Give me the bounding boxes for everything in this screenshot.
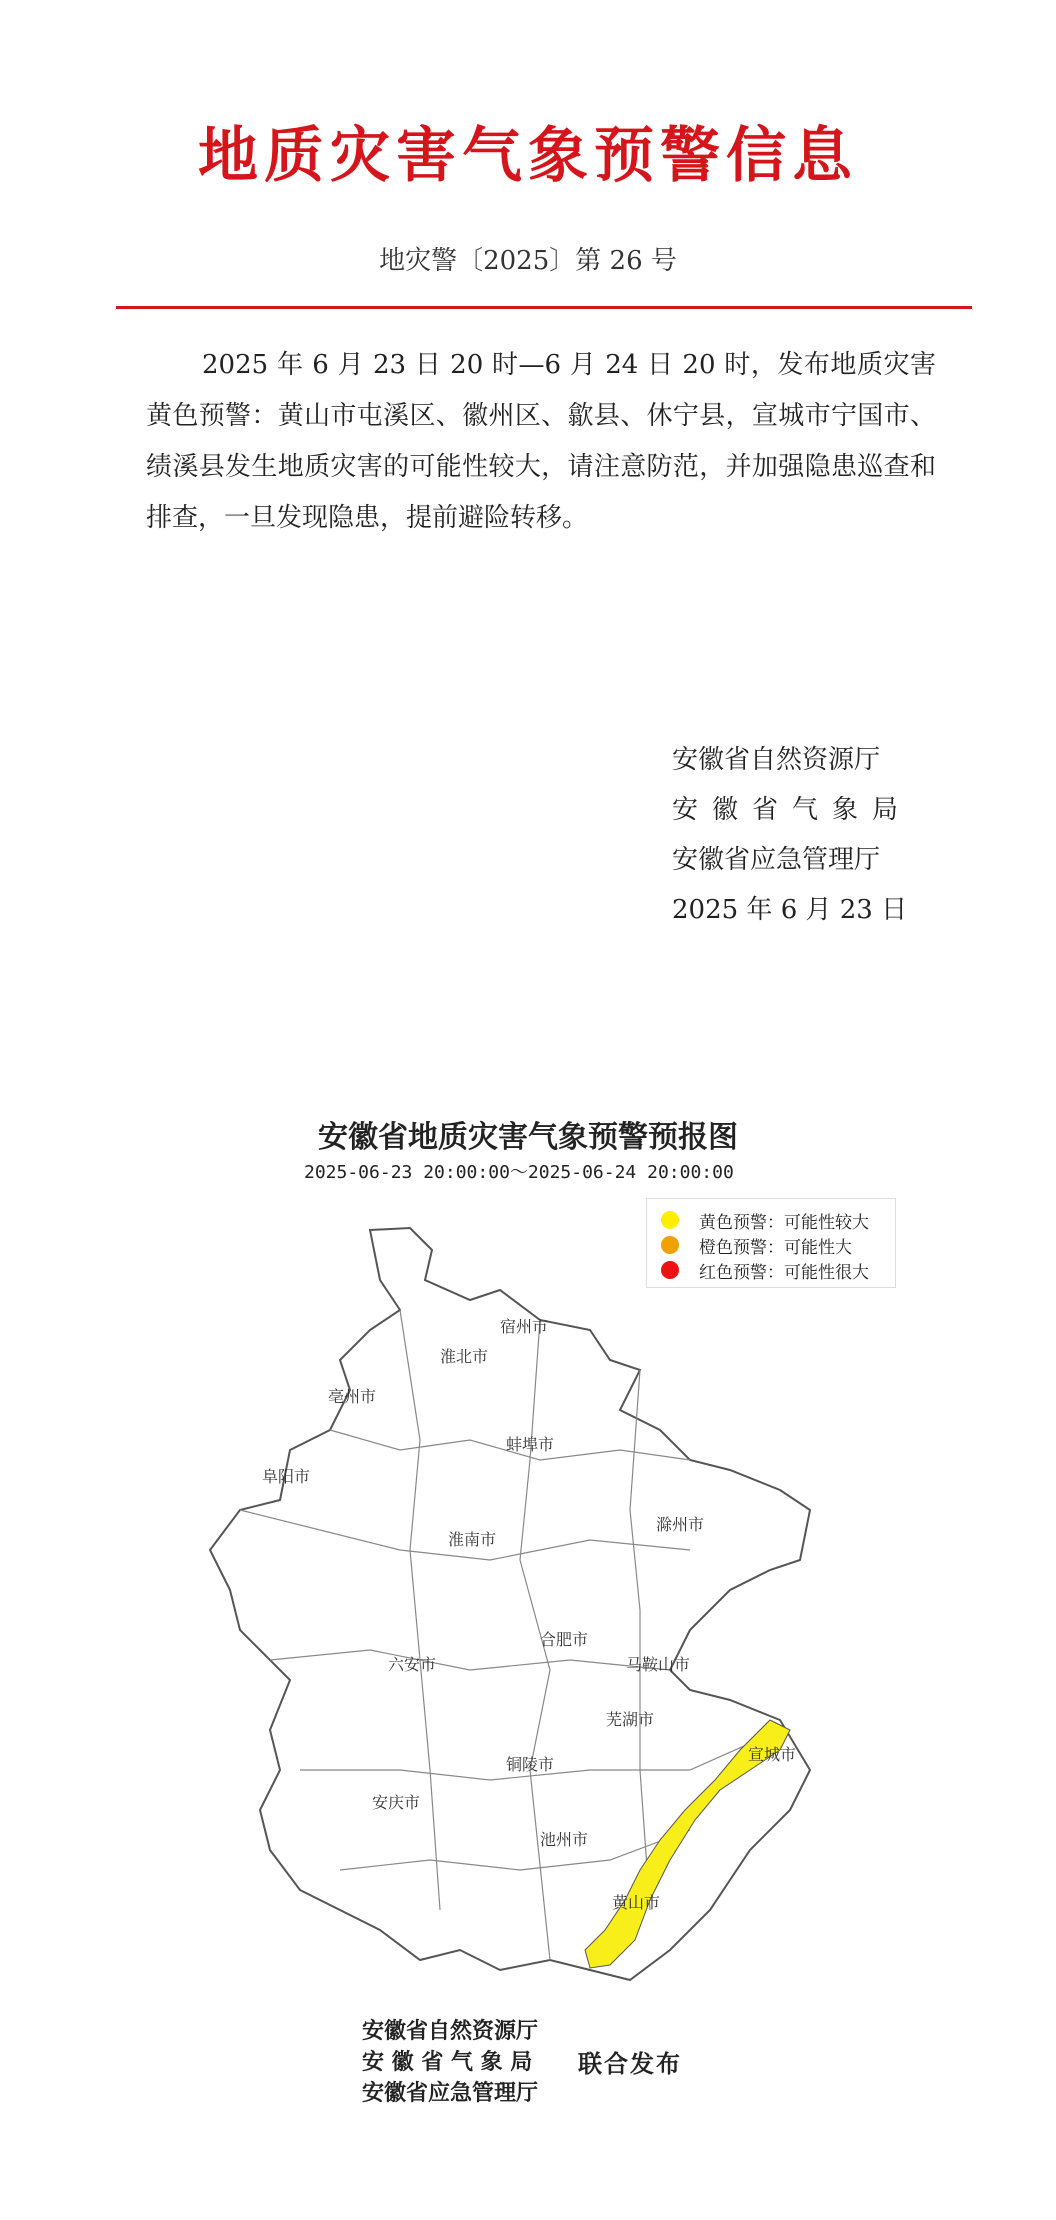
footer-joint-release: 联合发布 [578,2050,682,2078]
document-number: 地灾警〔2025〕第 26 号 [379,246,677,276]
city-label-huaibei: 淮北市 [440,1347,489,1366]
footer-orgs [362,2016,538,2109]
city-label-luan: 六安市 [388,1655,437,1674]
city-label-maanshan: 马鞍山市 [626,1655,691,1674]
city-label-hefei: 合肥市 [540,1630,589,1649]
city-label-huangshan: 黄山市 [612,1893,661,1912]
city-label-huainan: 淮南市 [448,1530,497,1549]
footer-org-weather: 安 徽 省 气 象 局 [362,2050,533,2075]
signature-block [672,735,912,935]
city-label-chuzhou: 滁州市 [656,1515,705,1534]
signature-date: 2025 年 6 月 23 日 [672,895,908,925]
province-outline [210,1228,810,1980]
legend-label-orange: 橙色预警：可能性大 [699,1237,852,1258]
document-title: 地质灾害气象预警信息 [198,121,858,191]
red-divider [116,306,972,309]
city-label-tongling: 铜陵市 [506,1755,555,1774]
city-label-anqing: 安庆市 [372,1793,421,1812]
signature-org-nr: 安徽省自然资源厅 [672,745,881,775]
signature-org-weather: 安徽省气象局 [672,795,913,825]
footer-org-emergency: 安徽省应急管理厅 [362,2081,539,2106]
city-label-bengbu: 蚌埠市 [506,1435,555,1454]
city-label-fuyang: 阜阳市 [262,1467,311,1486]
map-title: 安徽省地质灾害气象预警预报图 [318,1120,738,1155]
legend-label-yellow: 黄色预警：可能性较大 [699,1212,869,1233]
city-label-bozhou: 亳州市 [328,1387,377,1406]
legend-label-red: 红色预警：可能性很大 [699,1262,869,1283]
city-label-xuancheng: 宣城市 [748,1745,797,1764]
body-paragraph: 2025 年 6 月 23 日 20 时—6 月 24 日 20 时，发布地质灾害黄色预警：黄山市屯溪区、徽州区、歙县、休宁县，宣城市宁国市、绩溪县发生地质灾害的可能性较大，请注意防范，并加强隐患巡查和排查，一旦发现隐患，提前避险转移。 [146,350,936,533]
footer-org-nr: 安徽省自然资源厅 [362,2019,539,2044]
city-label-wuhu: 芜湖市 [606,1710,655,1729]
city-label-chizhou: 池州市 [540,1830,589,1849]
signature-org-emergency: 安徽省应急管理厅 [672,845,881,875]
city-label-suzhou: 宿州市 [500,1317,549,1336]
anhui-map [170,1210,890,1990]
map-time-range: 2025-06-23 20:00:00～2025-06-24 20:00:00 [304,1162,734,1183]
